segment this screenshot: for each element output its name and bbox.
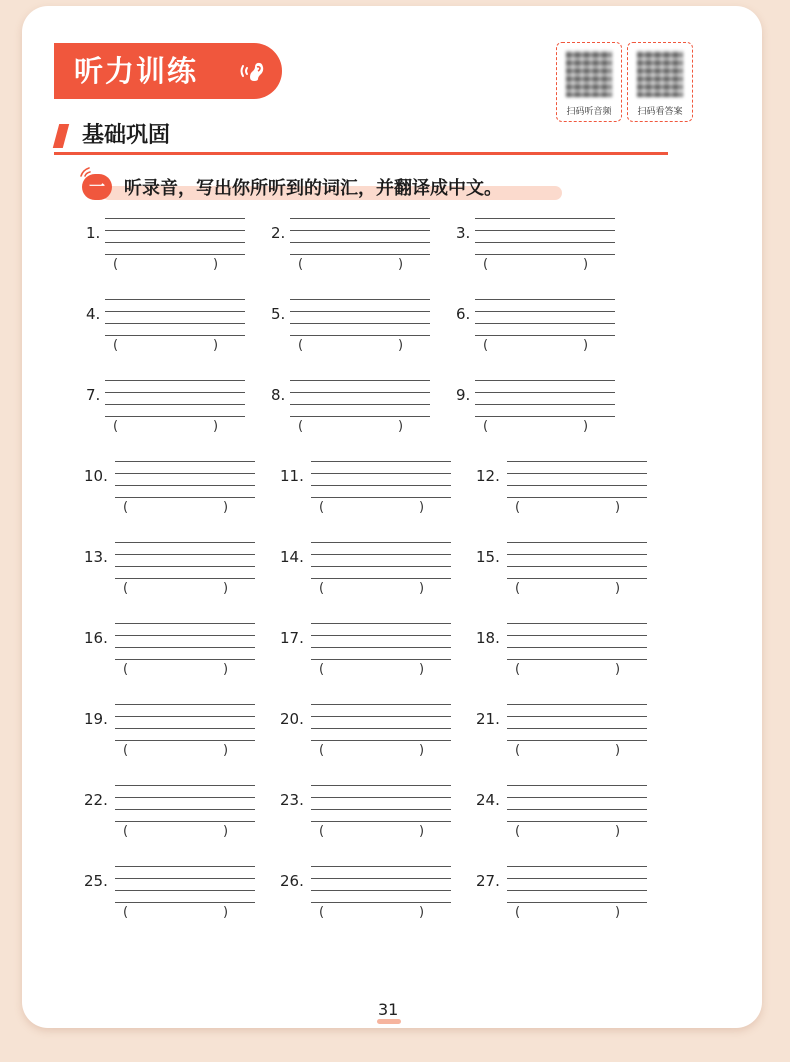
item-number: 13. [84, 548, 108, 566]
translation-paren-close: ) [615, 824, 621, 839]
writing-line [311, 554, 451, 555]
item-number: 10. [84, 467, 108, 485]
section-header [54, 118, 668, 155]
answer-item [456, 212, 656, 276]
translation-paren-open: ( [319, 743, 325, 758]
page-number: 31 [378, 1000, 399, 1019]
qr-answers-caption: 扫码看答案 [637, 107, 683, 117]
writing-line [507, 623, 647, 624]
writing-line [115, 890, 255, 891]
writing-line [115, 659, 255, 660]
item-number: 24. [476, 791, 500, 809]
translation-paren-close: ) [615, 905, 621, 920]
answer-writing-lines[interactable] [507, 860, 647, 900]
item-number: 22. [84, 791, 108, 809]
answer-item [476, 779, 676, 843]
writing-line [507, 704, 647, 705]
item-number: 15. [476, 548, 500, 566]
translation-paren-open: ( [298, 257, 304, 272]
translation-paren-open: ( [319, 824, 325, 839]
translation-paren-close: ) [213, 257, 219, 272]
answer-item [86, 212, 286, 276]
writing-line [105, 323, 245, 324]
writing-line [311, 797, 451, 798]
translation-paren-open: ( [483, 419, 489, 434]
writing-line [311, 809, 451, 810]
answer-item [476, 860, 676, 924]
writing-line [105, 380, 245, 381]
item-number: 5. [271, 305, 286, 323]
answer-item [476, 536, 676, 600]
item-number: 3. [456, 224, 471, 242]
writing-line [507, 797, 647, 798]
translation-paren-open: ( [123, 824, 129, 839]
writing-line [311, 866, 451, 867]
writing-line [475, 230, 615, 231]
translation-paren-close: ) [419, 662, 425, 677]
writing-line [507, 566, 647, 567]
writing-line [311, 821, 451, 822]
qr-code-image [566, 51, 612, 97]
writing-line [507, 716, 647, 717]
writing-line [290, 254, 430, 255]
writing-line [311, 659, 451, 660]
writing-line [311, 878, 451, 879]
translation-paren-open: ( [515, 824, 521, 839]
translation-paren-close: ) [583, 419, 589, 434]
answer-writing-lines[interactable] [507, 536, 647, 576]
writing-line [115, 785, 255, 786]
answer-item [280, 779, 480, 843]
translation-paren-open: ( [113, 419, 119, 434]
banner-title: 听力训练 [74, 54, 199, 88]
item-number: 8. [271, 386, 286, 404]
answer-item [271, 293, 471, 357]
translation-paren-open: ( [515, 500, 521, 515]
translation-paren-close: ) [419, 500, 425, 515]
writing-line [290, 299, 430, 300]
answer-item [280, 698, 480, 762]
translation-paren-open: ( [515, 905, 521, 920]
writing-line [311, 473, 451, 474]
writing-line [507, 785, 647, 786]
translation-paren-close: ) [398, 338, 404, 353]
item-number: 7. [86, 386, 101, 404]
writing-line [507, 497, 647, 498]
answer-writing-lines[interactable] [311, 617, 451, 657]
writing-line [311, 728, 451, 729]
writing-line [507, 461, 647, 462]
translation-paren-open: ( [515, 662, 521, 677]
answer-writing-lines[interactable] [311, 698, 451, 738]
answer-writing-lines[interactable] [105, 374, 245, 414]
item-number: 17. [280, 629, 304, 647]
translation-paren-open: ( [319, 581, 325, 596]
writing-line [105, 311, 245, 312]
translation-paren-close: ) [398, 257, 404, 272]
answer-item [86, 293, 286, 357]
answer-item [476, 698, 676, 762]
answer-writing-lines[interactable] [115, 617, 255, 657]
answer-item [84, 779, 284, 843]
translation-paren-close: ) [419, 581, 425, 596]
answer-item [476, 455, 676, 519]
translation-paren-close: ) [223, 743, 229, 758]
writing-line [290, 392, 430, 393]
qr-code-image [637, 51, 683, 97]
section-title: 基础巩固 [82, 123, 171, 148]
answer-writing-lines[interactable] [475, 374, 615, 414]
writing-line [115, 866, 255, 867]
translation-paren-close: ) [615, 581, 621, 596]
writing-line [115, 821, 255, 822]
header-banner [54, 43, 282, 99]
writing-line [105, 416, 245, 417]
writing-line [290, 416, 430, 417]
qr-audio-caption: 扫码听音频 [566, 107, 612, 117]
answer-item [271, 374, 471, 438]
writing-line [507, 542, 647, 543]
translation-paren-open: ( [515, 581, 521, 596]
writing-line [115, 797, 255, 798]
translation-paren-close: ) [223, 581, 229, 596]
translation-paren-close: ) [213, 338, 219, 353]
writing-line [507, 554, 647, 555]
writing-line [115, 902, 255, 903]
writing-line [290, 380, 430, 381]
writing-line [311, 578, 451, 579]
item-number: 14. [280, 548, 304, 566]
answer-item [280, 617, 480, 681]
writing-line [311, 740, 451, 741]
translation-paren-close: ) [615, 662, 621, 677]
answer-item [84, 617, 284, 681]
answer-writing-lines[interactable] [311, 536, 451, 576]
writing-line [507, 809, 647, 810]
answer-item [476, 617, 676, 681]
writing-line [507, 578, 647, 579]
answer-item [86, 374, 286, 438]
qr-audio[interactable] [556, 42, 622, 122]
writing-line [290, 230, 430, 231]
writing-line [475, 311, 615, 312]
writing-line [290, 404, 430, 405]
writing-line [475, 392, 615, 393]
writing-line [475, 416, 615, 417]
item-number: 23. [280, 791, 304, 809]
item-number: 18. [476, 629, 500, 647]
translation-paren-open: ( [123, 662, 129, 677]
writing-line [507, 728, 647, 729]
writing-line [115, 497, 255, 498]
translation-paren-close: ) [398, 419, 404, 434]
translation-paren-open: ( [123, 905, 129, 920]
answer-item [84, 860, 284, 924]
item-number: 16. [84, 629, 108, 647]
writing-line [311, 785, 451, 786]
translation-paren-open: ( [515, 743, 521, 758]
answer-writing-lines[interactable] [105, 293, 245, 333]
writing-line [290, 218, 430, 219]
answer-item [456, 293, 656, 357]
writing-line [475, 218, 615, 219]
translation-paren-close: ) [615, 743, 621, 758]
writing-line [115, 461, 255, 462]
item-number: 1. [86, 224, 101, 242]
answer-writing-lines[interactable] [507, 617, 647, 657]
answer-item [84, 536, 284, 600]
item-number: 26. [280, 872, 304, 890]
writing-line [311, 542, 451, 543]
translation-paren-open: ( [123, 743, 129, 758]
writing-line [507, 485, 647, 486]
translation-paren-open: ( [298, 419, 304, 434]
writing-line [475, 299, 615, 300]
answer-item [271, 212, 471, 276]
writing-line [105, 392, 245, 393]
answer-writing-lines[interactable] [507, 455, 647, 495]
translation-paren-open: ( [483, 257, 489, 272]
translation-paren-open: ( [319, 905, 325, 920]
page-number-underline [377, 1019, 401, 1024]
section-bar [53, 124, 69, 148]
writing-line [507, 878, 647, 879]
writing-line [507, 647, 647, 648]
translation-paren-open: ( [298, 338, 304, 353]
translation-paren-open: ( [123, 581, 129, 596]
writing-line [475, 404, 615, 405]
qr-answers[interactable] [627, 42, 693, 122]
writing-line [105, 299, 245, 300]
writing-line [290, 242, 430, 243]
item-number: 19. [84, 710, 108, 728]
writing-line [115, 542, 255, 543]
writing-line [475, 323, 615, 324]
writing-line [311, 485, 451, 486]
translation-paren-open: ( [113, 257, 119, 272]
writing-line [311, 461, 451, 462]
translation-paren-close: ) [213, 419, 219, 434]
writing-line [311, 623, 451, 624]
writing-line [507, 902, 647, 903]
writing-line [115, 473, 255, 474]
answer-item [84, 698, 284, 762]
answer-writing-lines[interactable] [311, 779, 451, 819]
writing-line [311, 716, 451, 717]
writing-line [311, 566, 451, 567]
translation-paren-close: ) [615, 500, 621, 515]
writing-line [290, 311, 430, 312]
writing-line [507, 659, 647, 660]
writing-line [507, 740, 647, 741]
writing-line [290, 323, 430, 324]
writing-line [507, 473, 647, 474]
writing-line [115, 878, 255, 879]
answer-writing-lines[interactable] [115, 779, 255, 819]
answer-writing-lines[interactable] [311, 860, 451, 900]
ear-icon [238, 57, 266, 85]
translation-paren-close: ) [223, 662, 229, 677]
translation-paren-close: ) [223, 824, 229, 839]
translation-paren-close: ) [223, 500, 229, 515]
writing-line [311, 497, 451, 498]
answer-writing-lines[interactable] [115, 536, 255, 576]
writing-line [105, 254, 245, 255]
writing-line [115, 554, 255, 555]
writing-line [115, 623, 255, 624]
item-number: 4. [86, 305, 101, 323]
item-number: 25. [84, 872, 108, 890]
item-number: 12. [476, 467, 500, 485]
writing-line [115, 740, 255, 741]
answer-writing-lines[interactable] [290, 374, 430, 414]
translation-paren-open: ( [123, 500, 129, 515]
answer-writing-lines[interactable] [290, 212, 430, 252]
translation-paren-close: ) [223, 905, 229, 920]
answer-writing-lines[interactable] [115, 860, 255, 900]
writing-line [290, 335, 430, 336]
answer-writing-lines[interactable] [507, 698, 647, 738]
answer-item [280, 536, 480, 600]
translation-paren-open: ( [483, 338, 489, 353]
writing-line [507, 821, 647, 822]
writing-line [115, 716, 255, 717]
answer-item [280, 455, 480, 519]
translation-paren-close: ) [419, 824, 425, 839]
writing-line [115, 578, 255, 579]
item-number: 9. [456, 386, 471, 404]
item-number: 11. [280, 467, 304, 485]
writing-line [507, 866, 647, 867]
writing-line [475, 335, 615, 336]
translation-paren-close: ) [583, 338, 589, 353]
writing-line [311, 890, 451, 891]
writing-line [105, 404, 245, 405]
translation-paren-open: ( [319, 500, 325, 515]
writing-line [311, 647, 451, 648]
translation-paren-close: ) [419, 743, 425, 758]
writing-line [115, 809, 255, 810]
writing-line [507, 635, 647, 636]
answer-item [280, 860, 480, 924]
item-number: 20. [280, 710, 304, 728]
writing-line [115, 635, 255, 636]
writing-line [475, 242, 615, 243]
answer-writing-lines[interactable] [290, 293, 430, 333]
item-number: 6. [456, 305, 471, 323]
answer-writing-lines[interactable] [507, 779, 647, 819]
translation-paren-open: ( [113, 338, 119, 353]
writing-line [115, 485, 255, 486]
translation-paren-close: ) [419, 905, 425, 920]
answer-writing-lines[interactable] [115, 698, 255, 738]
translation-paren-close: ) [583, 257, 589, 272]
writing-line [311, 704, 451, 705]
answer-writing-lines[interactable] [311, 455, 451, 495]
writing-line [475, 380, 615, 381]
writing-line [115, 704, 255, 705]
writing-line [507, 890, 647, 891]
translation-paren-open: ( [319, 662, 325, 677]
item-number: 27. [476, 872, 500, 890]
answer-writing-lines[interactable] [115, 455, 255, 495]
writing-line [115, 647, 255, 648]
answer-writing-lines[interactable] [475, 212, 615, 252]
writing-line [115, 728, 255, 729]
answer-item [84, 455, 284, 519]
instruction-number: 一 [82, 174, 112, 200]
writing-line [105, 230, 245, 231]
writing-line [115, 566, 255, 567]
item-number: 2. [271, 224, 286, 242]
answer-writing-lines[interactable] [475, 293, 615, 333]
writing-line [475, 254, 615, 255]
writing-line [105, 242, 245, 243]
writing-line [311, 902, 451, 903]
writing-line [311, 635, 451, 636]
answer-writing-lines[interactable] [105, 212, 245, 252]
answer-item [456, 374, 656, 438]
writing-line [105, 335, 245, 336]
writing-line [105, 218, 245, 219]
item-number: 21. [476, 710, 500, 728]
instruction-text: 听录音，写出你所听到的词汇，并翻译成中文。 [124, 178, 502, 199]
